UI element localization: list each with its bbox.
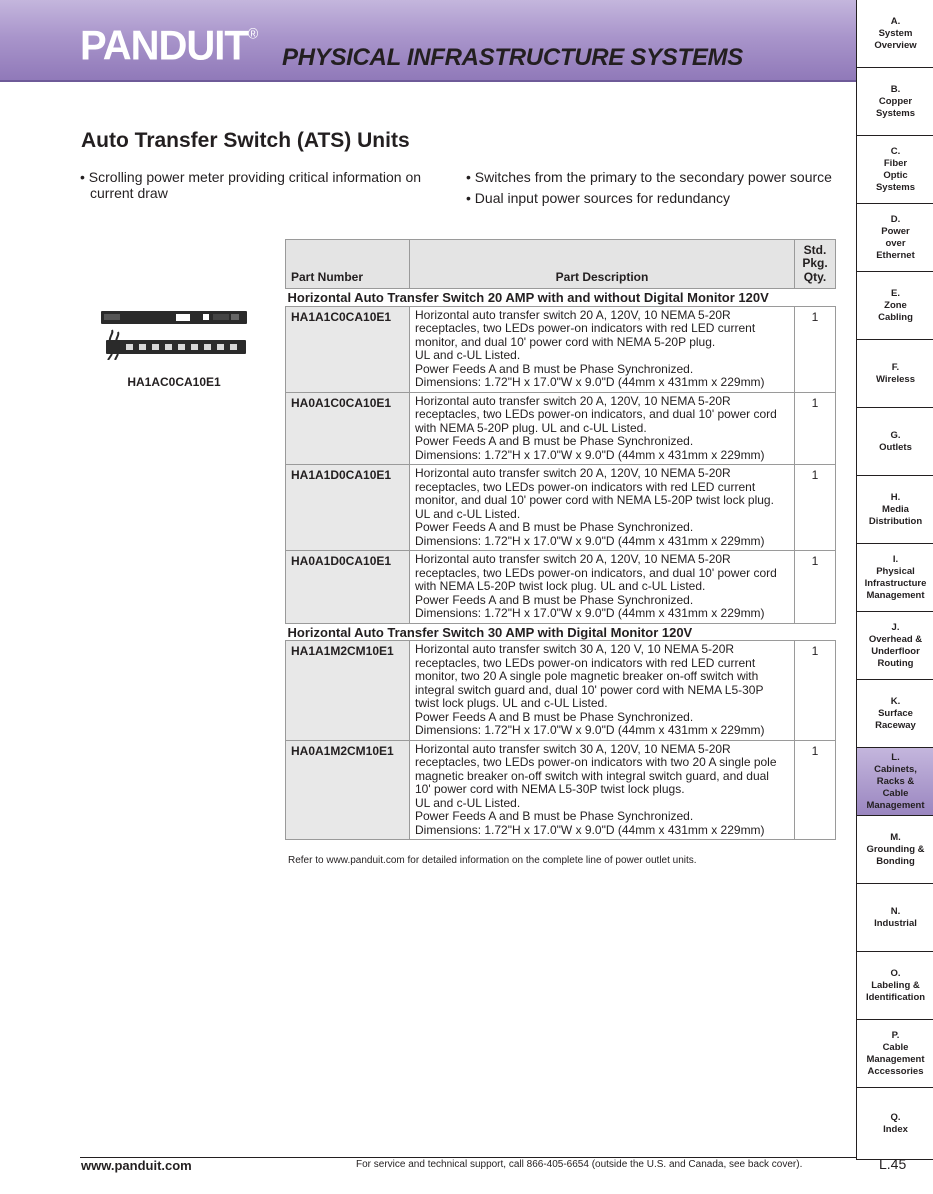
description-line: monitor, two 20 A single pole magnetic breaker on-off switch with <box>415 669 759 683</box>
section-tab-k[interactable] <box>857 680 933 748</box>
feature-bullet: • Scrolling power meter providing critical information on current draw <box>80 169 422 201</box>
page-header <box>0 0 856 82</box>
section-tab-i[interactable] <box>857 544 933 612</box>
section-tab-label: Management <box>866 589 925 601</box>
description-line: Dimensions: 1.72"H x 17.0"W x 9.0"D (44mm x 431mm x 229mm) <box>415 533 765 548</box>
package-qty-cell: 1 <box>795 392 836 465</box>
section-tab-label: Cable <box>882 787 909 799</box>
package-qty-cell: 1 <box>795 740 836 840</box>
section-tab-label: Surface <box>878 707 913 719</box>
table-row <box>286 465 836 551</box>
description-line: receptacles, two LEDs power-on indicators, and dual 10' power cord <box>415 565 777 580</box>
table-row <box>286 306 836 392</box>
section-tab-letter: F. <box>891 361 900 373</box>
section-tab-letter: P. <box>891 1029 900 1041</box>
table-section-header <box>286 289 836 307</box>
description-line: integral switch guard and, dual 10' power cord with NEMA L5-30P <box>415 682 764 697</box>
description-line: receptacles, two LEDs power-on indicators with red LED current <box>415 479 756 494</box>
reference-note: Refer to www.panduit.com for detailed information on the complete line of power outlet units. <box>288 855 697 866</box>
section-tab-d[interactable] <box>857 204 933 272</box>
description-line: Dimensions: 1.72"H x 17.0"W x 9.0"D (44mm x 431mm x 229mm) <box>415 606 765 620</box>
description-line: receptacles, two LEDs power-on indicators with red LED current <box>415 321 756 335</box>
section-tab-label: Optic <box>883 169 908 181</box>
description-line: Horizontal auto transfer switch 20 A, 120V, 10 NEMA 5-20R <box>415 307 731 322</box>
section-tab-f[interactable] <box>857 340 933 408</box>
section-tab-h[interactable] <box>857 476 933 544</box>
section-tab-label: Power <box>881 225 910 237</box>
description-line: receptacles, two LEDs power-on indicators, and dual 10' power cord <box>415 407 777 421</box>
table-row <box>286 740 836 840</box>
section-tab-letter: J. <box>891 621 900 633</box>
part-description-cell <box>410 306 795 392</box>
part-description-cell <box>410 465 795 551</box>
description-line: Power Feeds A and B must be Phase Synchronized. <box>415 592 694 607</box>
section-tab-label: System <box>878 27 913 39</box>
section-tab-n[interactable] <box>857 884 933 952</box>
section-tab-letter: Q. <box>890 1111 901 1123</box>
section-tab-o[interactable] <box>857 952 933 1020</box>
section-tab-a[interactable] <box>857 0 933 68</box>
page-title: Auto Transfer Switch (ATS) Units <box>81 129 410 152</box>
section-tab-label: Copper <box>878 95 913 107</box>
feature-bullet: • Switches from the primary to the secondary power source <box>466 169 832 185</box>
header-std-pkg-qty: Std. Pkg. Qty. <box>795 240 836 289</box>
section-tab-letter: H. <box>890 491 901 503</box>
description-line: Dimensions: 1.72"H x 17.0"W x 9.0"D (44mm x 431mm x 229mm) <box>415 447 765 462</box>
section-tab-letter: M. <box>890 831 901 843</box>
package-qty-cell: 1 <box>795 465 836 551</box>
description-line: UL and c-UL Listed. <box>415 506 521 521</box>
section-tab-label: Underfloor <box>871 645 920 657</box>
description-line: Horizontal auto transfer switch 20 A, 120V, 10 NEMA 5-20R <box>415 466 731 480</box>
feature-bullets-right <box>466 169 846 211</box>
part-number-cell: HA0A1M2CM10E1 <box>286 740 410 840</box>
section-tab-letter: C. <box>890 145 901 157</box>
ats-unit-product-image <box>100 310 248 360</box>
feature-bullets-left <box>80 169 435 206</box>
section-title: Horizontal Auto Transfer Switch 20 AMP with and without Digital Monitor 120V <box>286 289 836 307</box>
section-tab-label: Cabling <box>878 311 913 323</box>
description-line: UL and c-UL Listed. <box>415 348 521 362</box>
table-section-header <box>286 623 836 641</box>
section-tab-j[interactable] <box>857 612 933 680</box>
section-tab-letter: G. <box>890 429 901 441</box>
description-line: magnetic breaker on-off switch with integral switch guard, and dual <box>415 768 769 783</box>
description-line: receptacles, two LEDs power-on indicators with two 20 A single pole <box>415 755 777 769</box>
section-tab-label: Overhead & <box>868 633 923 645</box>
footer-support-text: For service and technical support, call 866-405-6654 (outside the U.S. and Canada, see back cover). <box>356 1159 803 1170</box>
section-tab-c[interactable] <box>857 136 933 204</box>
section-tab-label: Management <box>866 799 925 811</box>
package-qty-cell: 1 <box>795 551 836 624</box>
description-line: Power Feeds A and B must be Phase Synchronized. <box>415 709 694 724</box>
description-line: Horizontal auto transfer switch 20 A, 120V, 10 NEMA 5-20R <box>415 552 731 566</box>
table-row <box>286 641 836 741</box>
section-tab-letter: N. <box>890 905 901 917</box>
package-qty-cell: 1 <box>795 306 836 392</box>
section-tab-label: Outlets <box>879 441 912 453</box>
description-line: Horizontal auto transfer switch 30 A, 120 V, 10 NEMA 5-20R <box>415 642 735 656</box>
description-line: Dimensions: 1.72"H x 17.0"W x 9.0"D (44mm x 431mm x 229mm) <box>415 822 765 837</box>
section-tab-e[interactable] <box>857 272 933 340</box>
section-tab-label: Media <box>882 503 909 515</box>
section-tab-sidebar <box>856 0 933 1160</box>
section-tab-label: Overview <box>874 39 917 51</box>
part-description-cell <box>410 740 795 840</box>
section-tab-label: Physical <box>876 565 915 577</box>
section-tab-label: Cable <box>882 1041 909 1053</box>
section-tab-q[interactable] <box>857 1088 933 1160</box>
section-tab-p[interactable] <box>857 1020 933 1088</box>
description-line: monitor, and dual 10' power cord with NEMA 5-20P plug. <box>415 334 716 349</box>
header-tagline: PHYSICAL INFRASTRUCTURE SYSTEMS <box>282 44 743 71</box>
section-tab-l[interactable] <box>857 748 933 816</box>
section-tab-label: Bonding <box>876 855 915 867</box>
description-line: Power Feeds A and B must be Phase Synchronized. <box>415 520 694 534</box>
description-line: with NEMA L5-20P twist lock plug. UL and c-UL Listed. <box>415 579 706 593</box>
parts-table <box>285 239 836 840</box>
section-tab-label: Distribution <box>868 515 923 527</box>
footer-rule <box>80 1157 856 1158</box>
header-part-number: Part Number <box>286 240 410 289</box>
part-number-cell: HA1A1D0CA10E1 <box>286 465 410 551</box>
section-tab-label: Wireless <box>876 373 915 385</box>
description-line: Dimensions: 1.72"H x 17.0"W x 9.0"D (44mm x 431mm x 229mm) <box>415 375 765 389</box>
description-line: Horizontal auto transfer switch 20 A, 120V, 10 NEMA 5-20R <box>415 393 731 408</box>
table-header-row <box>286 240 836 289</box>
header-part-description: Part Description <box>410 240 795 289</box>
section-tab-letter: K. <box>890 695 901 707</box>
page-number: L.45 <box>879 1156 907 1172</box>
part-description-cell <box>410 392 795 465</box>
description-line: Horizontal auto transfer switch 30 A, 120V, 10 NEMA 5-20R <box>415 741 731 756</box>
section-tab-b[interactable] <box>857 68 933 136</box>
description-line: monitor, and dual 10' power cord with NEMA L5-20P twist lock plug. <box>415 493 774 507</box>
section-tab-letter: E. <box>891 287 900 299</box>
section-tab-label: Fiber <box>883 157 908 169</box>
section-tab-letter: B. <box>890 83 901 95</box>
section-tab-label: Infrastructure <box>864 577 927 589</box>
part-number-cell: HA1A1C0CA10E1 <box>286 306 410 392</box>
section-tab-letter: D. <box>890 213 901 225</box>
section-tab-label: Systems <box>875 181 916 193</box>
section-tab-label: Ethernet <box>876 249 915 261</box>
section-title: Horizontal Auto Transfer Switch 30 AMP with Digital Monitor 120V <box>286 623 836 641</box>
section-tab-label: Accessories <box>867 1065 924 1077</box>
description-line: Power Feeds A and B must be Phase Synchronized. <box>415 809 694 823</box>
section-tab-label: over <box>885 237 906 249</box>
table-row <box>286 551 836 624</box>
description-line: with NEMA 5-20P plug. UL and c-UL Listed. <box>415 420 647 435</box>
section-tab-label: Identification <box>865 991 926 1003</box>
section-tab-letter: O. <box>890 967 901 979</box>
description-line: UL and c-UL Listed. <box>415 795 521 810</box>
section-tab-label: Grounding & <box>866 843 925 855</box>
description-line: Power Feeds A and B must be Phase Synchronized. <box>415 361 694 376</box>
description-line: 10' power cord with NEMA L5-30P twist lock plugs. <box>415 782 685 796</box>
section-tab-g[interactable] <box>857 408 933 476</box>
section-tab-label: Zone <box>884 299 907 311</box>
section-tab-m[interactable] <box>857 816 933 884</box>
section-tab-label: Systems <box>875 107 916 119</box>
section-tab-label: Routing <box>877 657 914 669</box>
section-tab-label: Industrial <box>874 917 917 929</box>
description-line: twist lock plugs. UL and c-UL Listed. <box>415 696 608 710</box>
description-line: Dimensions: 1.72"H x 17.0"W x 9.0"D (44mm x 431mm x 229mm) <box>415 723 765 737</box>
section-tab-label: Racks & <box>876 775 915 787</box>
section-tab-letter: L. <box>891 751 900 763</box>
part-number-cell: HA0A1C0CA10E1 <box>286 392 410 465</box>
description-line: Power Feeds A and B must be Phase Synchronized. <box>415 434 694 448</box>
part-description-cell <box>410 641 795 741</box>
description-line: receptacles, two LEDs power-on indicators with red LED current <box>415 655 756 670</box>
part-description-cell <box>410 551 795 624</box>
section-tab-label: Raceway <box>875 719 916 731</box>
panduit-logo: PANDUIT® <box>80 22 258 70</box>
part-number-cell: HA0A1D0CA10E1 <box>286 551 410 624</box>
section-tab-letter: I. <box>892 553 899 565</box>
package-qty-cell: 1 <box>795 641 836 741</box>
section-tab-label: Cabinets, <box>874 763 917 775</box>
part-number-cell: HA1A1M2CM10E1 <box>286 641 410 741</box>
section-tab-label: Management <box>866 1053 925 1065</box>
footer-website[interactable]: www.panduit.com <box>81 1158 192 1173</box>
section-tab-label: Labeling & <box>871 979 920 991</box>
section-tab-label: Index <box>883 1123 908 1135</box>
feature-bullet: • Dual input power sources for redundancy <box>466 190 731 206</box>
section-tab-letter: A. <box>890 15 901 27</box>
product-image-caption: HA1AC0CA10E1 <box>127 375 221 389</box>
table-row <box>286 392 836 465</box>
